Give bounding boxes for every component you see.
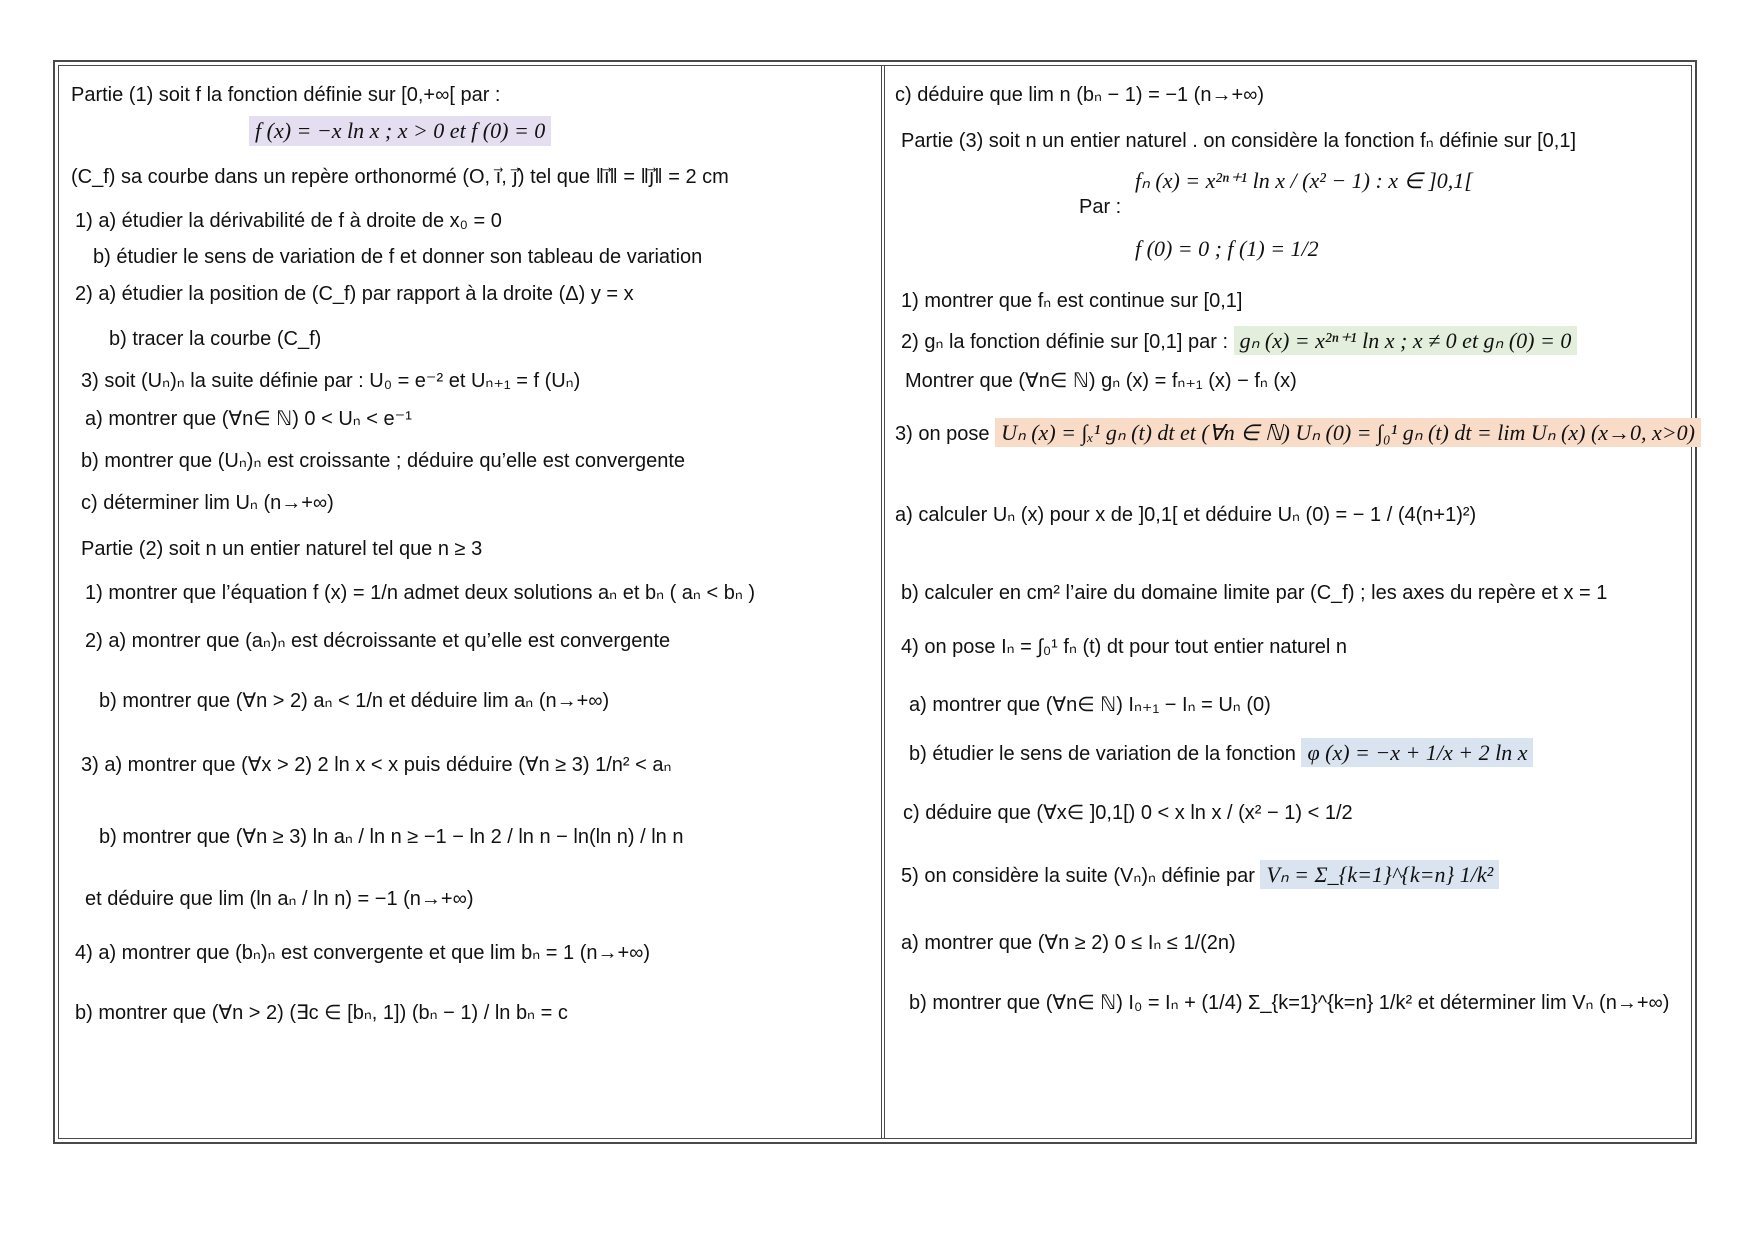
p2-q4a: 4) a) montrer que (bₙ)ₙ est convergente et que lim bₙ = 1 (n→+∞) [75,942,651,964]
p3-q3-definition-box: Uₙ (x) = ∫ₓ¹ gₙ (t) dt et (∀n ∈ ℕ) Uₙ (0) = ∫₀¹ gₙ (t) dt = lim Uₙ (x) (x→0, x>0) [995,418,1701,447]
q3c: c) déterminer lim Uₙ (n→+∞) [81,492,334,514]
p3-q4b-text: b) étudier le sens de variation de la fonction [909,743,1296,765]
p3-q2-text: 2) gₙ la fonction définie sur [0,1] par : [901,331,1229,353]
q1b: b) étudier le sens de variation de f et donner son tableau de variation [93,246,703,268]
q3-sequence: 3) soit (Uₙ)ₙ la suite définie par : U₀ = e⁻² et Uₙ₊₁ = f (Uₙ) [81,370,581,392]
exercise-frame [53,60,1697,1144]
p2-q4c: c) déduire que lim n (bₙ − 1) = −1 (n→+∞) [895,84,1265,106]
p3-q2-show: Montrer que (∀n∈ ℕ) gₙ (x) = fₙ₊₁ (x) − fₙ (x) [905,370,1297,392]
p2-q2b: b) montrer que (∀n > 2) aₙ < 1/n et déduire lim aₙ (n→+∞) [99,690,610,712]
column-divider [881,66,885,1138]
q2a: 2) a) étudier la position de (C_f) par rapport à la droite (Δ) y = x [75,283,634,305]
q2b: b) tracer la courbe (C_f) [109,328,322,350]
part3-heading: Partie (3) soit n un entier naturel . on considère la fonction fₙ définie sur [0,1] [901,130,1577,152]
p3-q4: 4) on pose Iₙ = ∫₀¹ fₙ (t) dt pour tout entier naturel n [901,636,1348,658]
p2-q2a: 2) a) montrer que (aₙ)ₙ est décroissante et qu’elle est convergente [85,630,671,652]
p3-q5a: a) montrer que (∀n ≥ 2) 0 ≤ Iₙ ≤ 1/(2n) [901,932,1236,954]
p3-q5-text: 5) on considère la suite (Vₙ)ₙ définie par [901,865,1255,887]
part1-heading: Partie (1) soit f la fonction définie sur [0,+∞[ par : [71,84,501,106]
p3-q3a: a) calculer Uₙ (x) pour x de ]0,1[ et déduire Uₙ (0) = − 1 / (4(n+1)²) [895,504,1477,526]
p3-q5b: b) montrer que (∀n∈ ℕ) I₀ = Iₙ + (1/4) Σ_{k=1}^{k=n} 1/k² et déterminer lim Vₙ (n→+∞) [909,992,1670,1014]
p2-q1: 1) montrer que l’équation f (x) = 1/n admet deux solutions aₙ et bₙ ( aₙ < bₙ ) [85,582,755,604]
p3-q2-definition-box: gₙ (x) = x²ⁿ⁺¹ ln x ; x ≠ 0 et gₙ (0) = 0 [1234,326,1578,355]
p2-q3b-deduction: et déduire que lim (ln aₙ / ln n) = −1 (n→+∞) [85,888,474,910]
q1a: 1) a) étudier la dérivabilité de f à droite de x₀ = 0 [75,210,502,232]
v-sequence-box: Vₙ = Σ_{k=1}^{k=n} 1/k² [1260,860,1499,889]
piecewise-line-1: fₙ (x) = x²ⁿ⁺¹ ln x / (x² − 1) : x ∈ ]0,1[ [1135,168,1473,193]
frame-inner-border [58,65,1695,1139]
piecewise-line-2: f (0) = 0 ; f (1) = 1/2 [1135,236,1319,261]
phi-definition-box: φ (x) = −x + 1/x + 2 ln x [1301,738,1533,767]
p3-q1: 1) montrer que fₙ est continue sur [0,1] [901,290,1243,312]
part2-heading: Partie (2) soit n un entier naturel tel que n ≥ 3 [81,538,483,560]
p3-q5 [901,862,1499,889]
part1-definition-box: f (x) = −x ln x ; x > 0 et f (0) = 0 [249,116,551,146]
piecewise-label: Par : [1079,196,1122,218]
p3-q4b [909,740,1533,767]
p3-q3 [895,420,1701,447]
curve-definition: (C_f) sa courbe dans un repère orthonormé (O, i⃗, j⃗) tel que ‖i⃗‖ = ‖j⃗‖ = 2 cm [71,166,729,188]
p3-q4a: a) montrer que (∀n∈ ℕ) Iₙ₊₁ − Iₙ = Uₙ (0) [909,694,1271,716]
p3-q4c: c) déduire que (∀x∈ ]0,1[) 0 < x ln x / (x² − 1) < 1/2 [903,802,1353,824]
p3-q3b: b) calculer en cm² l’aire du domaine limite par (C_f) ; les axes du repère et x = 1 [901,582,1608,604]
q3b: b) montrer que (Uₙ)ₙ est croissante ; déduire qu’elle est convergente [81,450,686,472]
p3-q3-text: 3) on pose [895,423,990,445]
p2-q4b: b) montrer que (∀n > 2) (∃c ∈ [bₙ, 1]) (bₙ − 1) / ln bₙ = c [75,1002,568,1024]
q3a: a) montrer que (∀n∈ ℕ) 0 < Uₙ < e⁻¹ [85,408,412,430]
p2-q3b: b) montrer que (∀n ≥ 3) ln aₙ / ln n ≥ −1 − ln 2 / ln n − ln(ln n) / ln n [99,826,684,848]
p2-q3a: 3) a) montrer que (∀x > 2) 2 ln x < x puis déduire (∀n ≥ 3) 1/n² < aₙ [81,754,672,776]
p3-q2 [901,328,1577,355]
